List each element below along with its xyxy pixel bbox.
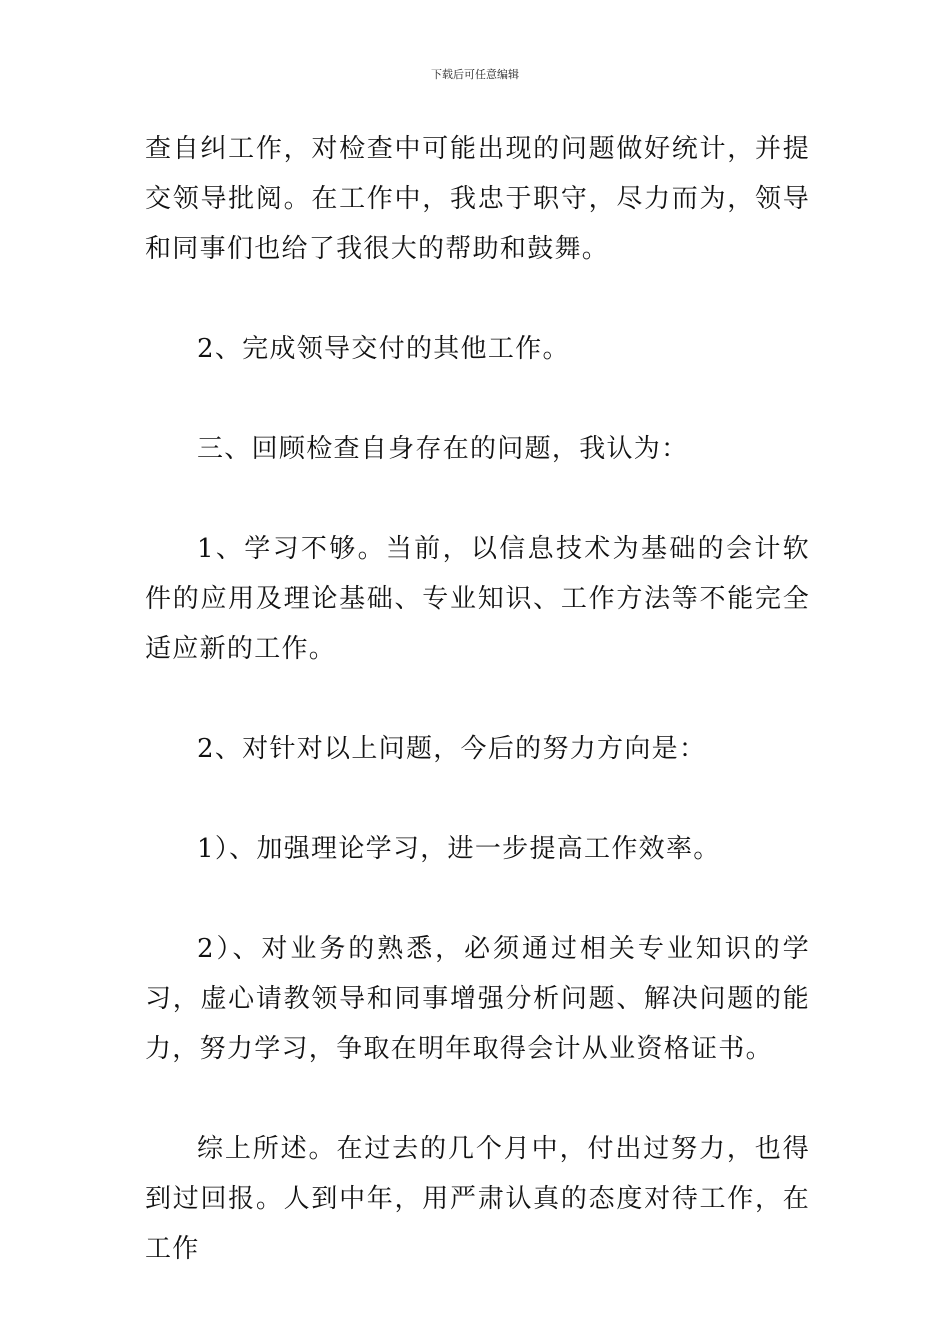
paragraph-continuation: 查自纠工作，对检查中可能出现的问题做好统计，并提交领导批阅。在工作中，我忠于职守，尽力而为，领导和同事们也给了我很大的帮助和鼓舞。 (145, 134, 810, 264)
paragraph-item-2-other-work: 2、完成领导交付的其他工作。 (197, 334, 570, 364)
paragraph-summary: 综上所述。在过去的几个月中，付出过努力，也得到过回报。人到中年，用严肃认真的态度对待工作，在工作 (145, 1134, 810, 1264)
paragraph-problem-2: 2、对针对以上问题，今后的努力方向是： (197, 734, 707, 764)
paragraph-problem-1: 1、学习不够。当前，以信息技术为基础的会计软件的应用及理论基础、专业知识、工作方法等不能完全适应新的工作。 (145, 534, 810, 664)
page-header: 下载后可任意编辑 (431, 68, 519, 81)
paragraph-direction-1: 1）、加强理论学习，进一步提高工作效率。 (197, 834, 721, 864)
paragraph-section-3-heading: 三、回顾检查自身存在的问题，我认为： (197, 434, 689, 464)
document-body (145, 124, 810, 1274)
paragraph-direction-2: 2）、对业务的熟悉，必须通过相关专业知识的学习，虚心请教领导和同事增强分析问题、解决问题的能力，努力学习，争取在明年取得会计从业资格证书。 (145, 934, 810, 1064)
